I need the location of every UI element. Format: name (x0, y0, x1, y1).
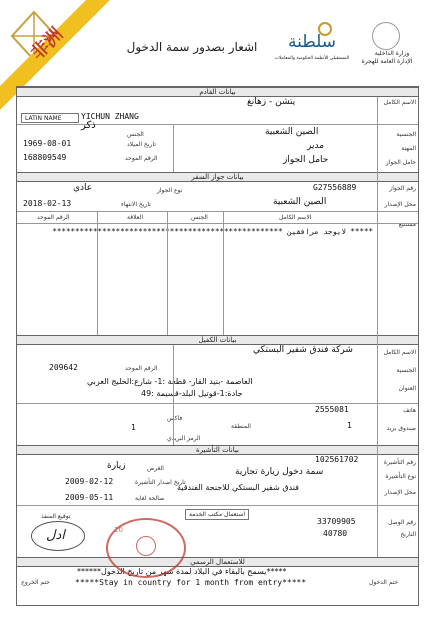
area-value: 1 (131, 423, 136, 432)
purpose-label: الغرض (147, 465, 164, 472)
id-label: الرقم الموحد (125, 155, 158, 162)
address-line2: جادة:1-قوتيل البلد-قسيمة :49 (141, 389, 243, 398)
entry-stamp-label: ختم الدخول (369, 579, 399, 586)
ministry-line2: الإدارة العامة للهجرة (361, 58, 413, 65)
stamp-number: 20 (114, 526, 123, 534)
logo-text: سلطنة (287, 32, 337, 52)
address-label: العنوان (398, 385, 416, 392)
pobox-value: 1 (347, 421, 352, 430)
visa-number-value: 102561702 (315, 455, 359, 464)
fullname-value: يتشن - زهانغ (247, 97, 296, 107)
phone-label: هاتف (403, 407, 416, 414)
issue-place-label: محل الإصدار (384, 201, 416, 208)
sponsor-id-label: الرقم الموحد (125, 365, 158, 372)
fax-label: فاكس (167, 415, 183, 422)
area-label: المنطقة (231, 423, 251, 430)
companion-header-1: الاسم الكامل (279, 214, 312, 221)
visa-expiry-value: 2009-05-11 (65, 493, 114, 502)
office-note-ar: *****يسمح بالبقاء في البلاد لمدة شهر من تاريخ الدخول****** (77, 567, 287, 576)
sponsor-id-value: 209642 (49, 363, 78, 372)
exit-stamp-label: ختم الخروج (21, 579, 50, 586)
logo (274, 22, 350, 72)
latin-name-label: LATIN NAME (21, 113, 79, 123)
phone-value: 2555081 (315, 405, 349, 414)
stamp-crest-icon (136, 536, 156, 556)
passport-expiry-value: 2018-02-13 (23, 199, 72, 208)
sex-value: ذكر (81, 120, 96, 131)
section-visa: بيانات التأشيرة (17, 445, 418, 455)
dob-value: 1969-08-01 (23, 139, 72, 148)
passport-number-label: رقم الجواز (389, 185, 416, 192)
visa-type-value: سمة دخول زيارة تجارية (235, 467, 324, 477)
dob-label: تاريخ الميلاد (127, 141, 156, 148)
section-office: للاستعمال الرسمي (17, 557, 418, 567)
signature-label: توقيع المنفذ (41, 513, 71, 520)
signature-mark (31, 521, 85, 551)
sponsor-nationality-label: الجنسية (396, 367, 416, 374)
passport-type-label: نوع الجواز (157, 187, 183, 194)
nationality-label: الجنسية (396, 131, 416, 138)
page-title: اشعار بصدور سمة الدخول (126, 40, 258, 54)
visa-number-label: رقم التأشيرة (383, 459, 416, 466)
companions-label: مستتبع (398, 221, 416, 228)
pobox-label: صندوق بريد (386, 425, 416, 432)
visa-issue-date-value: 2009-02-12 (65, 477, 114, 486)
office-note-en: *****Stay in country for 1 month from entry***** (75, 578, 307, 587)
latin-name-value: YICHUN ZHANG (81, 112, 139, 121)
signature-text: ادل (46, 528, 65, 543)
section-passport: بيانات جواز السفر (17, 172, 418, 182)
passport-holder-value: حامل الجواز (283, 155, 329, 165)
companion-header-2: الجنس (191, 214, 208, 221)
companion-header-3: العلاقة (127, 214, 144, 221)
sponsor-name-label: الاسم الكامل (383, 349, 416, 356)
sex-label: الجنس (127, 131, 144, 138)
ministry-line1: وزارة الداخلية (374, 50, 410, 57)
section-sponsor: بيانات الكفيل (17, 335, 418, 345)
purpose-value: زيارة (107, 461, 126, 471)
nationality-value: الصين الشعبية (265, 127, 319, 137)
visa-issue-date-label: تاريخ اصدار التأشيرة (135, 479, 186, 486)
official-stamp (106, 518, 186, 578)
postal-label: الرمز البريدي (167, 435, 201, 442)
sponsor-name-value: شركة فندق شفير البستكي (253, 345, 353, 355)
visa-expiry-label: صالحة لغاية (135, 495, 165, 502)
id-value: 168809549 (23, 153, 67, 162)
ministry-emblem (372, 22, 400, 50)
fullname-label: الاسم الكامل (383, 99, 416, 106)
visa-form (16, 86, 419, 606)
passport-type-value: عادي (73, 183, 93, 193)
profession-value: مدير (307, 141, 325, 151)
visa-type-label: نوع التأشيرة (385, 473, 416, 480)
passport-expiry-label: تاريخ الانتهاء (121, 201, 151, 208)
address-line1: العاصمة -بنيد القار- قطعة :1- شارع:الخليج العربي (87, 377, 253, 386)
visa-issue-place-label: محل الإصدار (384, 489, 416, 496)
profession-label: المهنة (401, 145, 416, 152)
receipt-value: 33709905 (317, 517, 356, 526)
watermark-text: 非洲 (26, 23, 68, 65)
companion-header-4: الرقم الموحد (37, 214, 70, 221)
issue-place-value: الصين الشعبية (273, 197, 327, 207)
companions-value: ***** لايوجد مرافقين *************************************************** (52, 227, 373, 236)
office-use-box: استعمال مكتب الخدمة (185, 509, 249, 520)
date-value: 40780 (323, 529, 348, 538)
passport-number-value: G27556889 (313, 183, 357, 192)
logo-caption: المستقبلي للأنظمة الحكومية والمعاملات (274, 56, 350, 61)
visa-issue-place-value: فندق شفير البستكي للاجنحة الفندقية (177, 483, 299, 492)
receipt-label: رقم الوصل (388, 519, 416, 526)
passport-holder-label: حامل الجواز (385, 159, 416, 166)
section-applicant: بيانات القادم (17, 87, 418, 97)
date-label: التاريخ (400, 531, 416, 538)
